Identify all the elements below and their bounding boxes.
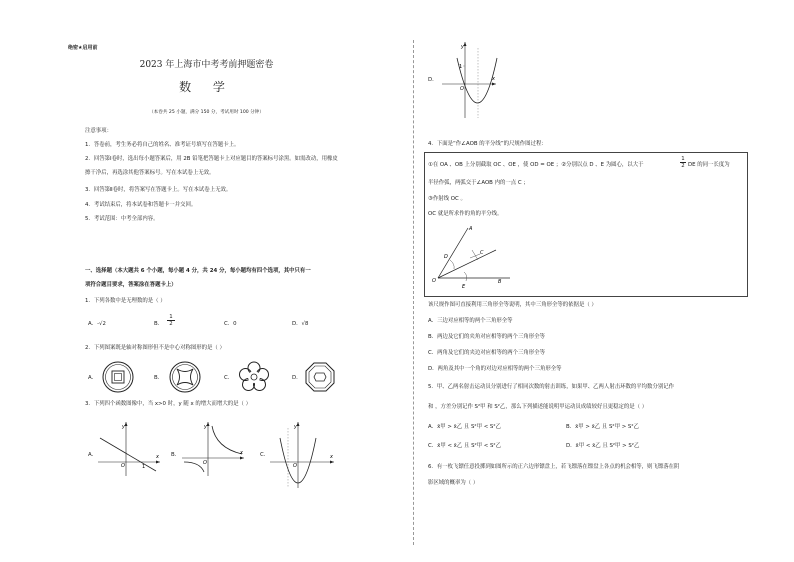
fraction-denominator: 2 [169,321,173,328]
graph-x-label: x [240,450,243,456]
q4-option-a: A．三边对应相等的两个三角形全等 [428,318,513,324]
point-label-c: C [480,250,484,256]
graph-x-label: x [330,454,333,460]
graph-origin-label: O [460,86,464,92]
angle-bisector-diagram [428,222,518,292]
fraction-numerator: 1 [167,314,175,321]
point-label-d: D [444,254,448,260]
graph-y-label: y [461,44,464,50]
note-item: 2．回答第Ⅰ卷时，选出每小题答案后，用 2B 铅笔把答题卡上对应题目的答案标号涂黑。如需改动，用橡皮 [85,156,338,162]
q5-option-c: C．x̄甲 < x̄乙 且 S²甲 < S²乙 [428,443,501,449]
note-item: 4．考试结束后，将本试卷和答题卡一并交回。 [85,202,197,208]
q3-stem: 3．下列四个函数图像中，当 x>0 时，y 随 x 的增大而增大的是（ ） [85,401,251,407]
q4-option-c: C．两角及它们的夹边对应相等的两个三角形全等 [428,350,545,356]
q3-graph-c [268,418,340,490]
q4-box-line: 半径作弧，两弧交于∠AOB 内的一点 C ； [428,180,529,186]
graph-x-label: x [492,76,495,82]
secret-label: 绝密★启用前 [68,45,98,51]
graph-origin-label: O [293,463,297,469]
graph-y-label: y [294,424,297,430]
q4-question: 该尺规作图可直接利用三角形全等说明，其中三角形全等的依据是（ ） [428,302,597,308]
q4-stem: 4．下面是“作∠AOB 的平分线”的尺规作图过程： [428,141,547,147]
q2-label-a: A． [88,375,98,381]
notes-heading: 注意事项： [85,128,112,134]
exam-meta: （本卷共 25 小题，满分 150 分，考试用时 100 分钟） [149,110,264,115]
exam-title: 2023 年上海市中考考前押题密卷 [139,60,274,70]
q4-option-b: B．两边及它们的夹角对应相等的两个三角形全等 [428,334,545,340]
section-heading-cont: 项符合题目要求，答案涂在答题卡上） [85,282,177,288]
q2-label-d: D． [292,375,302,381]
point-label-o: O [432,278,436,284]
q4-box-line-tail: DE 的同一长度为 [688,162,730,168]
q2-label-b: B． [154,375,164,381]
graph-x-label: x [156,454,159,460]
exam-subject: 数 学 [179,80,234,94]
q1-option-b-fraction [167,314,175,328]
section-heading: 一、选择题（本大题共 6 个小题，每小题 4 分，共 24 分，每小题均有四个选项，其中只有一 [85,268,311,274]
q3-label-c: C． [260,452,270,458]
q5-line2: 和 ，方差分别记作 S²甲 和 S²乙，那么下列描述能说明甲运动员成绩较好且更稳定的是（ ） [428,404,648,410]
q5-line1: 5．甲、乙两名射击运动员分别进行了相同次数的射击训练，如果甲、乙两人射击环数的平均数分别记作 [428,384,675,390]
q2-label-c: C． [224,375,234,381]
graph-y-label: y [204,424,207,430]
q5-option-d: D．x̄甲 < x̄乙 且 S²甲 > S²乙 [566,443,640,449]
column-divider [413,40,414,545]
q3-graph-a [96,418,164,478]
fraction-numerator: 1 [681,156,685,162]
q1-option-c: C．0 [224,321,237,327]
fraction-denominator: 2 [681,163,685,170]
graph-origin-label: O [203,460,207,466]
point-label-a: A [469,226,473,232]
graph-tick-label: 1 [459,64,463,70]
q3-graph-b [180,418,248,478]
q6-line2: 影区域的概率为（ ） [428,480,479,486]
q5-option-b: B．x̄甲 > x̄乙 且 S²甲 > S²乙 [566,424,639,430]
octagon-figure-d [302,360,342,394]
coin-figure-a [100,360,140,394]
q4-option-d: D．两角及其中一个角的对边对应相等的两个三角形全等 [428,366,562,372]
q4-box-fraction [680,156,686,170]
q6-line1: 6．有一枚飞镖任意投掷到如图所示的正六边形镖盘上，若飞镖落在镖盘上各点的机会相等，则飞镖落在阴 [428,464,680,470]
point-label-b: B [498,279,502,285]
q3-label-b: B． [171,452,181,458]
q4-box-line: OC 就是所求作的角的平分线。 [428,211,503,217]
note-item: 3．回答第Ⅱ卷时，将答案写在答题卡上。写在本试卷上无效。 [85,187,232,193]
note-item: 1．答卷前，考生务必将自己的姓名、准考证号填写在答题卡上。 [85,142,240,148]
graph-tick-label: 1 [142,464,146,470]
flower-figure-c [236,360,276,394]
q1-option-a: A．-√2 [88,321,106,327]
q1-option-d: D．√8 [292,321,309,327]
q1-option-b: B． [154,321,164,327]
q5-option-a: A．x̄甲 > x̄乙 且 S²甲 < S²乙 [428,424,501,430]
q1-stem: 1．下列各数中是无理数的是（ ） [85,298,166,304]
q3-label-d: D． [428,77,438,83]
point-label-e: E [462,284,466,290]
q3-label-a: A． [88,452,98,458]
graph-y-label: y [122,424,125,430]
graph-origin-label: O [121,463,125,469]
coin-figure-b [167,360,207,394]
q4-box-line: ③作射线 OC 。 [428,196,466,202]
q2-stem: 2．下列图案既是轴对称图形但不是中心对称图形的是（ ） [85,345,225,351]
q3-graph-d [440,38,500,120]
note-item: 擦干净后，再选涂其他答案标号。写在本试卷上无效。 [85,170,215,176]
note-item: 5．考试范围：中考全部内容。 [85,216,159,222]
q4-box-line: ①在 OA 、OB 上分别截取 OC 、OE ，使 OD = OE ；②分别以点 D 、E 为圆心，以大于 [428,162,644,168]
